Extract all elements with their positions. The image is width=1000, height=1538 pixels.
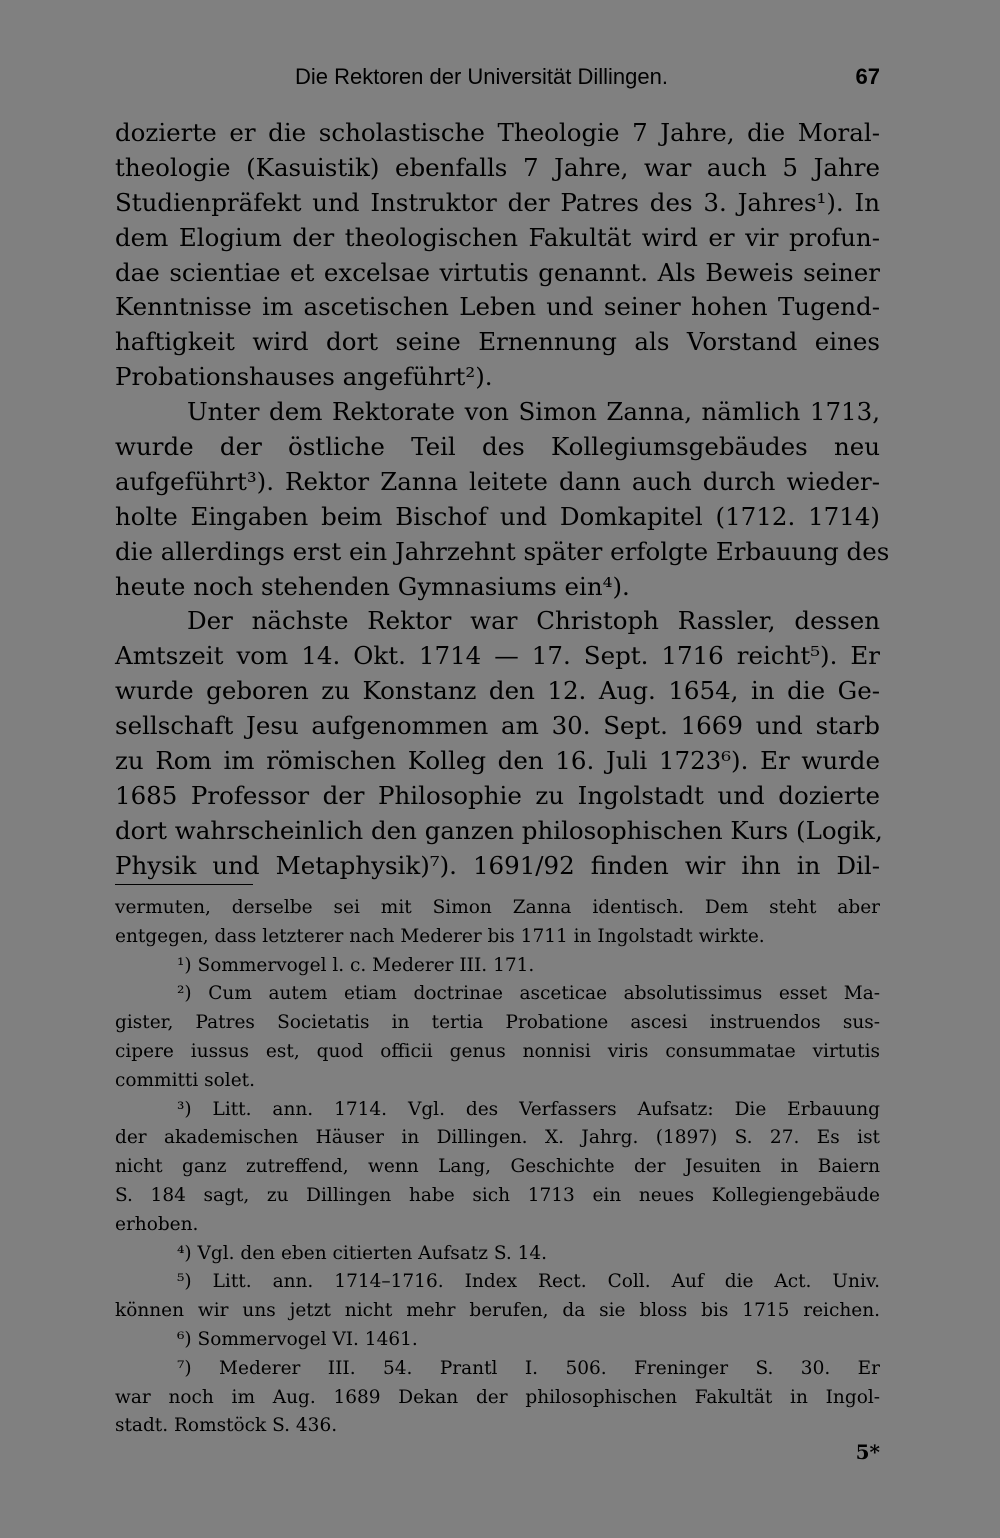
body-line: dozierte er die scholastische Theologie 7 Jahre, die Moral- <box>115 118 880 147</box>
body-line: Amtszeit vom 14. Okt. 1714 — 17. Sept. 1716 reicht⁵). Er <box>115 641 880 671</box>
body-line: dem Elogium der theologischen Fakultät wird er vir profun- <box>115 222 880 252</box>
body-line: dort wahrscheinlich den ganzen philosophischen Kurs (Logik, <box>115 815 883 845</box>
footnote-line: committi solet. <box>115 1069 255 1091</box>
footnote-line: ³) Litt. ann. 1714. Vgl. des Verfassers Aufsatz: Die Erbauung <box>177 1098 880 1120</box>
body-line: Probationshauses angeführt²). <box>115 362 493 392</box>
body-line: Studienpräfekt und Instruktor der Patres des 3. Jahres¹). In <box>115 187 880 217</box>
signature-mark: 5* <box>855 1440 880 1464</box>
page-number: 67 <box>855 64 880 89</box>
body-line: wurde geboren zu Konstanz den 12. Aug. 1654, in die Ge- <box>115 676 880 706</box>
footnote-line: können wir uns jetzt nicht mehr berufen, da sie bloss bis 1715 reichen. <box>115 1300 880 1322</box>
footnote-line: der akademischen Häuser in Dillingen. X. Jahrg. (1897) S. 27. Es ist <box>115 1127 880 1149</box>
footnote-line: ⁴) Vgl. den eben citierten Aufsatz S. 14. <box>177 1242 548 1264</box>
footnote-line: S. 184 sagt, zu Dillingen habe sich 1713 ein neues Kollegiengebäude <box>115 1184 880 1206</box>
footnote-line: entgegen, dass letzterer nach Mederer bis 1711 in Ingolstadt wirkte. <box>115 925 765 947</box>
header-title: Die Rektoren der Universität Dillingen. <box>295 64 668 89</box>
body-line: theologie (Kasuistik) ebenfalls 7 Jahre, war auch 5 Jahre <box>115 152 880 182</box>
footnote-line: ⁷) Mederer III. 54. Prantl I. 506. Freninger S. 30. Er <box>177 1357 880 1379</box>
body-line: sellschaft Jesu aufgenommen am 30. Sept. 1669 und starb <box>115 711 880 741</box>
body-line: dae scientiae et excelsae virtutis genannt. Als Beweis seiner <box>115 257 880 287</box>
body-line: aufgeführt³). Rektor Zanna leitete dann auch durch wieder- <box>115 466 880 496</box>
body-line: Unter dem Rektorate von Simon Zanna, nämlich 1713, <box>187 397 880 427</box>
footnote-divider <box>115 884 253 885</box>
footnote-line: vermuten, derselbe sei mit Simon Zanna identisch. Dem steht aber <box>115 897 880 918</box>
footnote-line: ⁶) Sommervogel VI. 1461. <box>177 1328 418 1350</box>
body-line: wurde der östliche Teil des Kollegiumsgebäudes neu <box>115 432 880 462</box>
body-line: die allerdings erst ein Jahrzehnt später erfolgte Erbauung des <box>115 536 890 566</box>
body-line: zu Rom im römischen Kolleg den 16. Juli 1723⁶). Er wurde <box>115 746 880 776</box>
body-line: haftigkeit wird dort seine Ernennung als Vorstand eines <box>115 327 880 357</box>
footnote-line: gister, Patres Societatis in tertia Probatione ascesi instruendos sus- <box>115 1012 880 1034</box>
main-text <box>115 116 890 884</box>
body-line: 1685 Professor der Philosophie zu Ingolstadt und dozierte <box>115 780 880 810</box>
body-line: Kenntnisse im ascetischen Leben und seiner hohen Tugend- <box>115 292 880 322</box>
footnotes <box>115 894 880 1441</box>
body-line: holte Eingaben beim Bischof und Domkapitel (1712. 1714) <box>115 501 880 531</box>
footnote-line: ²) Cum autem etiam doctrinae asceticae absolutissimus esset Ma- <box>177 983 880 1005</box>
running-header <box>115 64 880 98</box>
footnote-line: war noch im Aug. 1689 Dekan der philosophischen Fakultät in Ingol- <box>115 1386 880 1408</box>
body-line: heute noch stehenden Gymnasiums ein⁴). <box>115 571 630 601</box>
footnote-line: erhoben. <box>115 1213 199 1235</box>
body-line: Der nächste Rektor war Christoph Rassler, dessen <box>187 606 880 636</box>
footnote-line: ¹) Sommervogel l. c. Mederer III. 171. <box>177 954 535 976</box>
footnote-line: ⁵) Litt. ann. 1714–1716. Index Rect. Coll. Auf die Act. Univ. <box>177 1271 880 1293</box>
footnote-line: nicht ganz zutreffend, wenn Lang, Geschichte der Jesuiten in Baiern <box>115 1156 880 1178</box>
footnote-line: cipere iussus est, quod officii genus nonnisi viris consummatae virtutis <box>115 1040 880 1062</box>
body-line: Physik und Metaphysik)⁷). 1691/92 finden wir ihn in Dil- <box>115 850 880 880</box>
footnote-line: stadt. Romstöck S. 436. <box>115 1415 338 1437</box>
